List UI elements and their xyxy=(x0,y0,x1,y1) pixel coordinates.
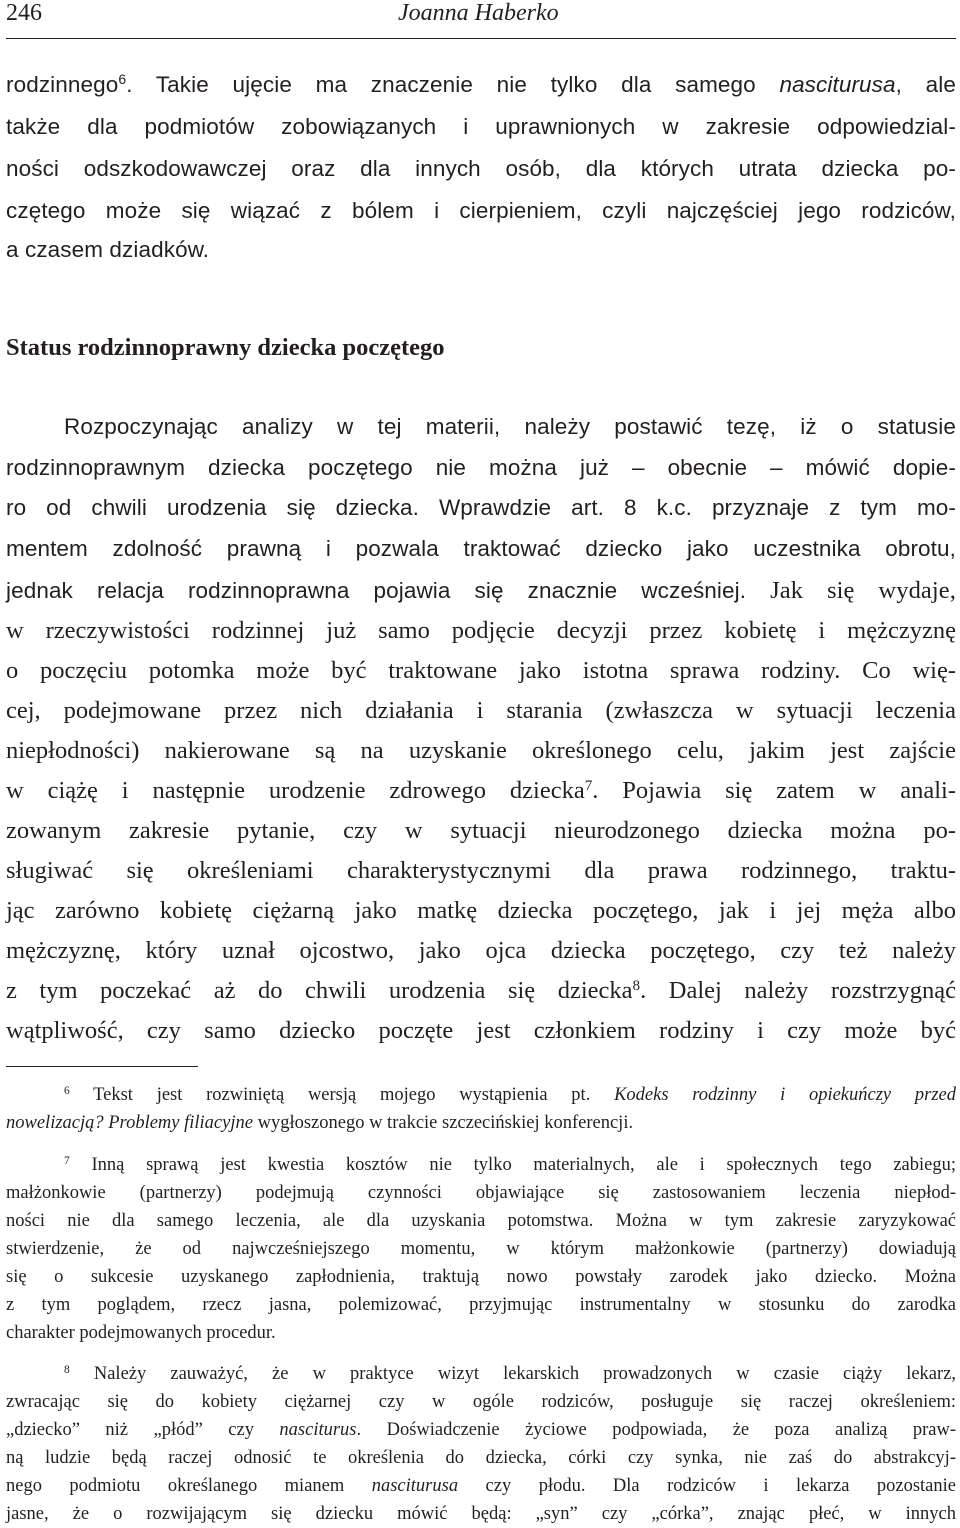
footnote-separator xyxy=(6,1066,198,1067)
text-line: niepłodności) nakierowane są na uzyskanie określonego celu, jakim jest zajście xyxy=(6,737,956,764)
text-line: ro od chwili urodzenia się dziecka. Wprawdzie art. 8 k.c. przyznaje z tym mo- xyxy=(6,495,956,520)
text-line: czętego może się wiązać z bólem i cierpieniem, czyli najczęściej jego rodziców, xyxy=(6,198,956,223)
footnote-ref-8: 8 xyxy=(632,976,641,994)
text-line: jąc zarówno kobietę ciężarną jako matkę dziecka poczętego, jak i jej męża albo xyxy=(6,897,956,924)
footnote-7-line: ności nie dla samego leczenia, ale dla uzyskania potomstwa. Można w tym zakresie zaryzykować xyxy=(6,1211,956,1231)
footnote-ref-7: 7 xyxy=(584,776,593,794)
footnote-7-line: $^7$ Inną sprawą jest kwestia kosztów nie tylko materialnych, ale i społecznych tego zabiegu; xyxy=(64,1154,956,1175)
text-line: z tym poczekać aż do chwili urodzenia się dziecka$^8$. Dalej należy rozstrzygnąć xyxy=(6,976,956,1004)
text-line: w ciążę i następnie urodzenie zdrowego dziecka$^7$. Pojawia się zatem w anali- xyxy=(6,776,956,804)
text-line: Rozpoczynając analizy w tej materii, należy postawić tezę, iż o statusie xyxy=(64,414,956,439)
footnote-7-line: charakter podejmowanych procedur. xyxy=(6,1323,276,1343)
text-line: cej, podejmowane przez nich działania i starania (zwłaszcza w sytuacji leczenia xyxy=(6,697,956,724)
text-line: wątpliwość, czy samo dziecko poczęte jest członkiem rodziny i czy może być xyxy=(6,1017,956,1044)
text-line: o poczęciu potomka może być traktowane jako istotna sprawa rodziny. Co wię- xyxy=(6,657,956,684)
text-line: w rzeczywistości rodzinnej już samo podjęcie decyzji przez kobietę i mężczyznę xyxy=(6,617,956,644)
footnote-8-line: „dziecko” niż „płód” czy nasciturus. Doświadczenie życiowe podpowiada, że poza analizą praw- xyxy=(6,1420,956,1440)
page-number: 246 xyxy=(6,0,42,26)
footnote-8-line: ną ludzie będą raczej odnosić te określenia do dziecka, córki czy synka, nie zaś do abstrakcyj- xyxy=(6,1448,956,1468)
text-line: zowanym zakresie pytanie, czy w sytuacji nieurodzonego dziecka można po- xyxy=(6,817,956,844)
running-head xyxy=(6,0,956,39)
footnote-number: 8 xyxy=(64,1363,70,1376)
footnote-number: 7 xyxy=(64,1154,70,1167)
footnote-7-line: z tym poglądem, rzecz jasna, polemizować, przyjmując instrumentalny w stosunku do zarodka xyxy=(6,1295,956,1315)
footnote-8-line: $^8$ Należy zauważyć, że w praktyce wizyt lekarskich prowadzonych w czasie ciąży lekarz, xyxy=(64,1363,956,1384)
text-line: rodzinnoprawnym dziecka poczętego nie można już – obecnie – mówić dopie- xyxy=(6,455,956,480)
text-line: mentem zdolność prawną i pozwala traktować dziecko jako uczestnika obrotu, xyxy=(6,536,956,561)
footnote-8-line: nego podmiotu określanego mianem nasciturusa czy płodu. Dla rodziców i lekarza pozostanie xyxy=(6,1476,956,1496)
footnote-8-line: jasne, że o rozwijającym się dziecku mówić będą: „syn” czy „córka”, znając płeć, w innych xyxy=(6,1504,956,1524)
text-line: rodzinnego$^6$. Takie ujęcie ma znaczenie nie tylko dla samego nasciturusa, ale xyxy=(6,71,956,97)
section-heading: Status rodzinnoprawny dziecka poczętego xyxy=(6,334,445,361)
footnote-7-line: stwierdzenie, że od najwcześniejszego momentu, w którym małżonkowie (partnerzy) dowiadują xyxy=(6,1239,956,1259)
text-line: a czasem dziadków. xyxy=(6,237,210,262)
footnote-7-line: się o sukcesie uzyskanego zapłodnienia, traktują nowo powstały zarodek jako dziecko. Można xyxy=(6,1267,956,1287)
text-line: sługiwać się określeniami charakterystycznymi dla prawa rodzinnego, traktu- xyxy=(6,857,956,884)
footnote-6-line: nowelizacją? Problemy filiacyjne wygłoszonego w trakcie szczecińskiej konferencji. xyxy=(6,1113,634,1133)
footnote-ref-6: 6 xyxy=(118,71,127,88)
text-line: jednak relacja rodzinnoprawna pojawia się znacznie wcześniej. Jak się wydaje, xyxy=(6,577,956,604)
footnote-number: 6 xyxy=(64,1084,70,1097)
text-line: mężczyznę, który uznał ojcostwo, jako ojca dziecka poczętego, czy też należy xyxy=(6,937,956,964)
footnote-6-line: $^6$ Tekst jest rozwiniętą wersją mojego wystąpienia pt. Kodeks rodzinny i opiekuńczy przed xyxy=(64,1084,956,1105)
running-head-author: Joanna Haberko xyxy=(398,0,559,26)
text-line: ności odszkodowawczej oraz dla innych osób, dla których utrata dziecka po- xyxy=(6,156,956,181)
text-line: także dla podmiotów zobowiązanych i uprawnionych w zakresie odpowiedzial- xyxy=(6,114,956,139)
footnote-8-line: zwracając się do kobiety ciężarnej czy w ogóle rodziców, posługuje się raczej określeniem: xyxy=(6,1392,956,1412)
footnote-7-line: małżonkowie (partnerzy) podejmują czynności objawiające się zastosowaniem leczenia niepłod- xyxy=(6,1183,956,1203)
